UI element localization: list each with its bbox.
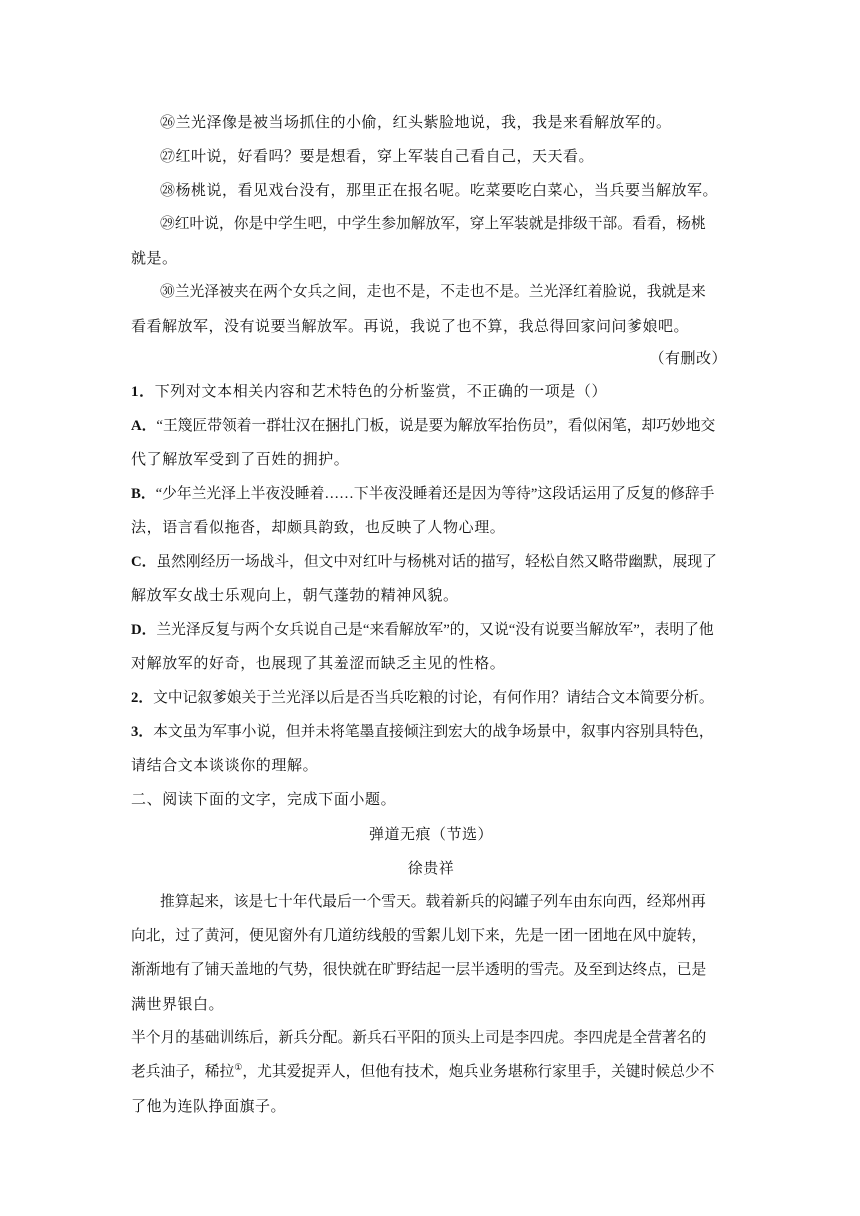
question-3-text-1: 本文虽为军事小说，但并未将笔墨直接倾注到宏大的战争场景中，叙事内容别具特色， — [153, 724, 714, 740]
question-1 — [131, 382, 731, 402]
option-a-label: A． — [131, 418, 157, 434]
article-paragraph-2-line-1: 半个月的基础训练后，新兵分配。新兵石平阳的顶头上司是李四虎。李四虎是全营著名的 — [131, 1029, 707, 1046]
section-2-heading: 二、阅读下面的文字，完成下面小题。 — [131, 792, 397, 808]
question-2-number: 2． — [131, 690, 154, 706]
question-2-text: 文中记叙爹娘关于兰光泽以后是否当兵吃粮的讨论，有何作用？请结合文本简要分析。 — [153, 690, 714, 706]
edit-note: （有删改） — [649, 349, 727, 367]
paragraph-27: ㉗红叶说，好看吗？要是想看，穿上军装自己看自己，天天看。 — [160, 147, 595, 165]
article-author: 徐贵祥 — [407, 859, 455, 877]
question-2 — [131, 688, 731, 708]
paragraph-29-line-2: 就是。 — [131, 249, 178, 267]
paragraph-28: ㉘杨桃说，看见戏台没有，那里正在报名呢。吃菜要吃白菜心，当兵要当解放军。 — [160, 181, 719, 199]
article-paragraph-2-text-b: ，尤其爱捉弄人，但他有技术，炮兵业务堪称行家里手，关键时候总少不 — [242, 1063, 715, 1080]
option-c-label: C． — [131, 554, 157, 570]
article-paragraph-1-line-4: 满世界银白。 — [131, 995, 225, 1013]
option-b-line-1 — [131, 484, 731, 504]
article-paragraph-1-line-2: 向北，过了黄河，便见窗外有几道纺线般的雪絮儿划下来，先是一团一团地在风中旋转， — [131, 927, 707, 944]
option-d-text-1: 兰光泽反复与两个女兵说自己是“来看解放军”的，又说“没有说要当解放军”，表明了他 — [156, 622, 714, 638]
option-b-line-2: 法，语言看似拖沓，却颇具韵致，也反映了人物心理。 — [131, 520, 506, 536]
article-paragraph-1-line-1: 推算起来，该是七十年代最后一个雪天。载着新兵的闷罐子列车由东向西，经郑州再 — [160, 893, 706, 910]
article-paragraph-2-text-a: 老兵油子，稀拉 — [131, 1063, 235, 1080]
paragraph-26: ㉖兰光泽像是被当场抓住的小偷，红头紫脸地说，我，我是来看解放军的。 — [160, 113, 672, 131]
article-paragraph-1-line-3: 渐渐地有了铺天盖地的气势，很快就在旷野结起一层半透明的雪壳。及至到达终点，已是 — [131, 961, 707, 978]
option-b-text-1: “少年兰光泽上半夜没睡着……下半夜没睡着还是因为等待”这段话运用了反复的修辞手 — [155, 486, 715, 502]
question-1-text: 下列对文本相关内容和艺术特色的分析鉴赏，不正确的一项是（） — [154, 384, 608, 400]
option-d-line-2: 对解放军的好奇，也展现了其羞涩而缺乏主见的性格。 — [131, 656, 506, 672]
question-3-number: 3． — [131, 724, 154, 740]
article-paragraph-2-line-2 — [131, 1062, 731, 1082]
paragraph-30-line-2: 看看解放军，没有说要当解放军。再说，我说了也不算，我总得回家问问爹娘吧。 — [131, 317, 690, 335]
paragraph-30-line-1: ㉚兰光泽被夹在两个女兵之间，走也不是，不走也不是。兰光泽红着脸说，我就是来 — [160, 283, 706, 300]
option-d-line-1 — [131, 620, 731, 640]
option-d-label: D． — [131, 622, 157, 638]
question-3-line-1 — [131, 722, 731, 742]
question-3-line-2: 请结合文本谈谈你的理解。 — [131, 758, 319, 774]
option-c-line-1 — [131, 552, 731, 572]
paragraph-29-line-1: ㉙红叶说，你是中学生吧，中学生参加解放军，穿上军装就是排级干部。看看，杨桃 — [160, 215, 706, 232]
article-title: 弹道无痕（节选） — [368, 825, 493, 843]
option-a-text-1: “王篾匠带领着一群壮汉在捆扎门板，说是要为解放军抬伤员”，看似闲笔，却巧妙地交 — [156, 418, 716, 434]
question-1-number: 1． — [131, 384, 155, 400]
article-paragraph-2-line-3: 了他为连队挣面旗子。 — [131, 1097, 287, 1115]
option-c-line-2: 解放军女战士乐观向上，朝气蓬勃的精神风貌。 — [131, 588, 459, 604]
option-a-line-1 — [131, 416, 731, 436]
footnote-marker: ① — [234, 1063, 243, 1074]
option-a-line-2: 代了解放军受到了百姓的拥护。 — [131, 452, 350, 468]
option-c-text-1: 虽然刚经历一场战斗，但文中对红叶与杨桃对话的描写，轻松自然又略带幽默，展现了 — [156, 554, 717, 570]
option-b-label: B． — [131, 486, 156, 502]
